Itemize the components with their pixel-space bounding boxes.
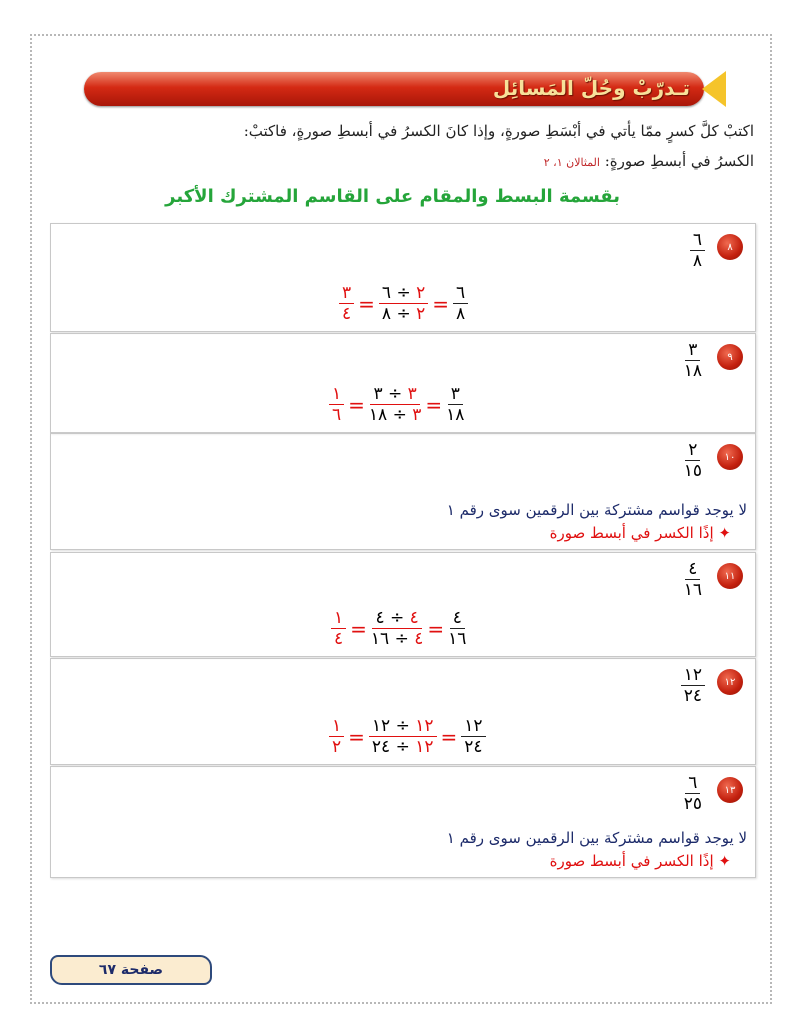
denominator: ٢٤ xyxy=(371,737,391,757)
denominator: ٨ xyxy=(381,304,392,324)
denominator: ٨ xyxy=(456,304,466,324)
numerator: ١٢ xyxy=(681,665,705,686)
page-number: صفحة ٦٧ xyxy=(50,955,212,985)
divide-sign: ÷ xyxy=(396,304,411,324)
equals-sign: = xyxy=(348,392,365,417)
problem-row xyxy=(50,433,756,550)
problem-fraction xyxy=(681,340,705,381)
answer-numerator: ١ xyxy=(329,384,344,405)
banner-arrow-icon xyxy=(702,71,726,107)
answer-numerator: ١ xyxy=(329,716,344,737)
equals-sign: = xyxy=(440,724,458,749)
numerator: ١٢ xyxy=(461,716,485,737)
problem-fraction xyxy=(681,559,705,600)
divisor: ٣ xyxy=(412,405,422,425)
answer-denominator: ٤ xyxy=(342,304,352,324)
denominator: ١٦ xyxy=(370,629,390,649)
original-fraction xyxy=(453,283,468,324)
numerator: ١٢ xyxy=(371,716,391,736)
numerator: ٢ xyxy=(685,440,700,461)
divisor: ٢ xyxy=(416,283,426,303)
problem-fraction xyxy=(681,440,705,481)
section-title: تـدرّبْ وحُلّ المَسائِل xyxy=(492,76,690,100)
numerator: ٦ xyxy=(685,773,700,794)
numerator: ٤ xyxy=(450,608,465,629)
answer-numerator: ١ xyxy=(331,608,346,629)
problem-number-badge: ٨ xyxy=(717,234,743,260)
original-fraction xyxy=(448,608,466,649)
answer-fraction xyxy=(329,716,344,757)
problem-fraction xyxy=(690,230,705,271)
numerator: ٦ xyxy=(381,283,392,303)
problem-number-badge: ٩ xyxy=(717,344,743,370)
divisor: ٤ xyxy=(409,608,419,628)
method-hint: بقسمة البسط والمقام على القاسم المشترك الأكبر xyxy=(165,186,620,207)
denominator: ٢٥ xyxy=(683,794,702,814)
numerator: ٦ xyxy=(690,230,705,251)
diamond-bullet-icon: ✦ xyxy=(718,852,731,870)
problem-row xyxy=(50,333,756,433)
equals-sign: = xyxy=(432,291,450,316)
numerator: ٣ xyxy=(448,384,463,405)
numerator: ٤ xyxy=(375,608,385,628)
denominator: ٨ xyxy=(692,251,702,271)
equals-sign: = xyxy=(427,616,445,641)
conclusion-text xyxy=(550,852,731,870)
original-fraction xyxy=(461,716,485,757)
numerator: ٣ xyxy=(685,340,700,361)
answer-fraction xyxy=(329,384,344,425)
answer-fraction xyxy=(331,608,346,649)
divide-sign: ÷ xyxy=(396,283,411,303)
answer-denominator: ٤ xyxy=(334,629,344,649)
denominator: ١٦ xyxy=(448,629,467,649)
denominator: ١٨ xyxy=(368,405,388,425)
denominator: ٢٤ xyxy=(683,686,702,706)
problem-number-badge: ١٣ xyxy=(717,777,743,803)
answer-denominator: ٢ xyxy=(332,737,342,757)
simplification-equation xyxy=(329,716,486,757)
division-fraction xyxy=(379,283,428,324)
divisor: ٢ xyxy=(416,304,426,324)
denominator: ١٥ xyxy=(683,461,702,481)
instruction-text: الكسرُ في أبسطِ صورةٍ: xyxy=(604,152,754,170)
division-fraction xyxy=(371,608,423,649)
problem-number-badge: ١١ xyxy=(717,563,743,589)
example-reference: المثالان ١، ٢ xyxy=(543,156,600,169)
numerator: ٣ xyxy=(373,384,383,404)
diamond-bullet-icon: ✦ xyxy=(718,524,731,542)
simplification-equation xyxy=(331,608,466,649)
denominator: ١٨ xyxy=(683,361,702,381)
conclusion-label: إذًا الكسر في أبسط صورة xyxy=(549,524,714,542)
numerator: ٤ xyxy=(685,559,700,580)
problem-row xyxy=(50,658,756,765)
equals-sign: = xyxy=(350,616,367,641)
divide-sign: ÷ xyxy=(392,405,407,425)
problem-number-badge: ١٠ xyxy=(717,444,743,470)
divide-sign: ÷ xyxy=(390,608,405,628)
explanation-text: لا يوجد قواسم مشتركة بين الرقمين سوى رقم ١ xyxy=(446,501,747,519)
problem-number-badge: ١٢ xyxy=(717,669,743,695)
instruction-line: اكتبْ كلَّ كسرٍ ممّا يأتي في أبْسَطِ صورةٍ، وإذا كانَ الكسرُ في أبسطِ صورةٍ، فاكتبْ: xyxy=(243,122,754,140)
divisor: ١٢ xyxy=(415,716,434,736)
denominator: ١٨ xyxy=(446,405,465,425)
problem-row xyxy=(50,766,756,878)
denominator: ٢٤ xyxy=(464,737,483,757)
answer-denominator: ٦ xyxy=(332,405,342,425)
answer-fraction xyxy=(339,283,354,324)
answer-numerator: ٣ xyxy=(339,283,354,304)
problem-row xyxy=(50,552,756,657)
original-fraction xyxy=(446,384,464,425)
conclusion-text xyxy=(550,524,731,542)
divide-sign: ÷ xyxy=(395,737,410,757)
equals-sign: = xyxy=(425,392,443,417)
simplification-equation xyxy=(329,384,464,425)
divide-sign: ÷ xyxy=(395,716,410,736)
divide-sign: ÷ xyxy=(388,384,403,404)
divisor: ١٢ xyxy=(415,737,434,757)
divisor: ٣ xyxy=(407,384,417,404)
conclusion-label: إذًا الكسر في أبسط صورة xyxy=(549,852,714,870)
division-fraction xyxy=(369,384,421,425)
divisor: ٤ xyxy=(414,629,424,649)
equals-sign: = xyxy=(358,291,375,316)
divide-sign: ÷ xyxy=(394,629,409,649)
numerator: ٦ xyxy=(453,283,468,304)
division-fraction xyxy=(369,716,437,757)
denominator: ١٦ xyxy=(683,580,702,600)
simplification-equation xyxy=(339,283,468,324)
instruction-line-2 xyxy=(544,152,754,170)
equals-sign: = xyxy=(348,724,365,749)
explanation-text: لا يوجد قواسم مشتركة بين الرقمين سوى رقم ١ xyxy=(446,829,747,847)
problem-fraction xyxy=(681,773,705,814)
problem-row xyxy=(50,223,756,332)
problem-fraction xyxy=(681,665,705,706)
